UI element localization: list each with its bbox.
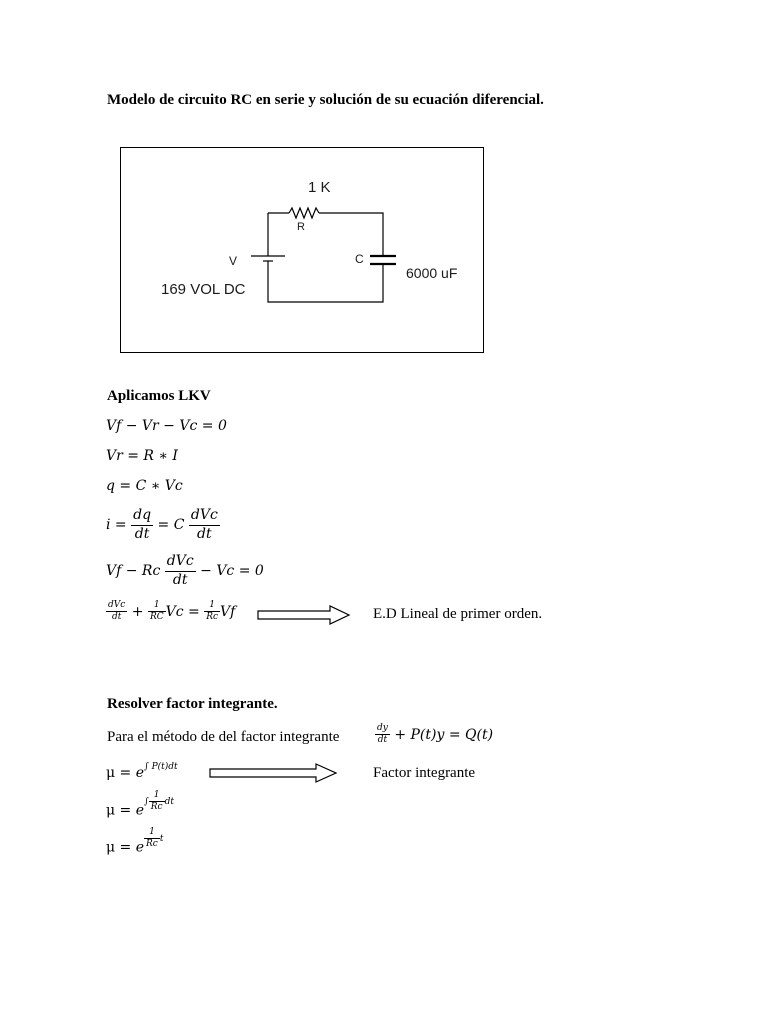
equation-kvl: Vf − Vr − Vc = 0 (106, 418, 227, 434)
rc-circuit-diagram (120, 147, 484, 353)
source-value: 169 VOL DC (161, 281, 246, 298)
equation-mu-general: $\mu = e^{\int P(t)dt}$ (106, 762, 178, 781)
capacitor-value: 6000 uF (406, 265, 458, 281)
resistor-name: R (297, 221, 305, 233)
equation-charge: q = C ∗ Vc (106, 478, 183, 494)
resistor-value: 1 K (308, 179, 331, 196)
equation-ohm: Vr = R ∗ I (106, 448, 178, 464)
source-name: V (229, 254, 238, 268)
section-heading-integrating-factor: Resolver factor integrante. (107, 696, 278, 712)
equation-mu-substituted: $\mu = e^{\int \frac{1}{Rc} dt}$ (106, 790, 174, 819)
equation-general-form: $\frac{dy}{dt}$ + P(t)y = Q(t) (377, 723, 494, 746)
equation-linear-ode: $\frac{\text{dVc}}{dt}$ + $\frac{1}{RC}$ Vc = $\frac{1}{Rc}$ Vf (108, 600, 236, 623)
method-intro-text: Para el método de del factor integrante (107, 729, 340, 745)
arrow-right-icon (256, 603, 352, 627)
resistor-symbol (289, 208, 319, 218)
page-title: Modelo de circuito RC en serie y solución de su ecuación diferencial. (107, 92, 544, 108)
equation-mu-result: μ = e $^{\frac{1}{Rc} t}$ (106, 827, 164, 856)
capacitor-name: C (355, 252, 364, 266)
equation-label-integrating-factor: Factor integrante (373, 765, 476, 781)
equation-label-ode: E.D Lineal de primer orden. (373, 606, 543, 622)
section-heading-lkv: Aplicamos LKV (107, 388, 211, 404)
equation-substituted: Vf − Rc $\frac{\text{dVc}}{dt}$ − Vc = 0 (106, 553, 264, 588)
arrow-right-icon (208, 761, 340, 785)
circuit-wires (121, 148, 485, 354)
equation-current: i = $\frac{dq}{dt}$ = C $\frac{\text{dVc}}{dt}$ (106, 507, 218, 542)
